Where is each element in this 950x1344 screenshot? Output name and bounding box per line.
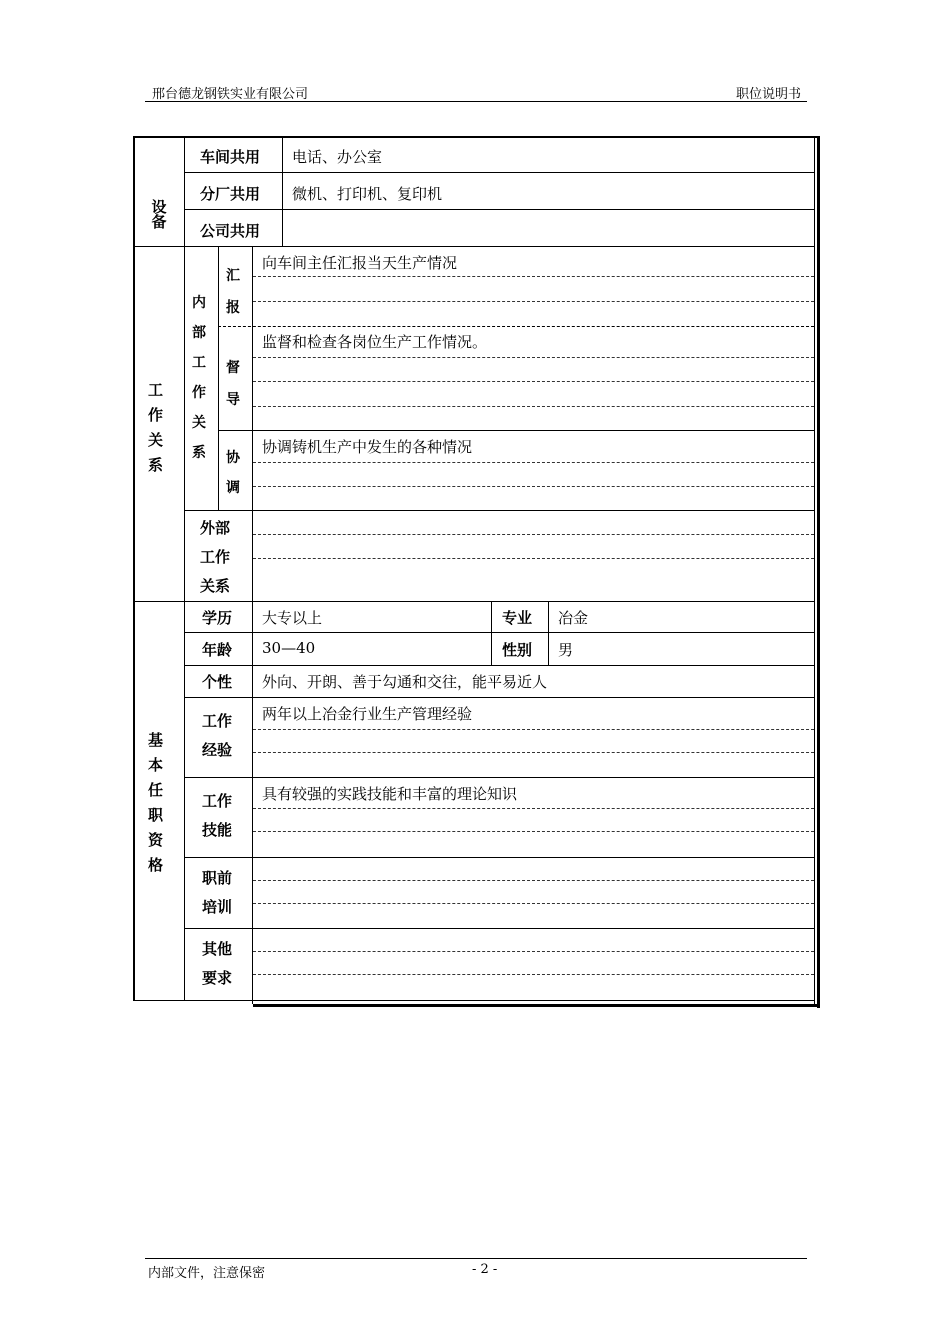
qualifications-section-label: 基本任职资格 xyxy=(148,731,164,874)
document-type: 职位说明书 xyxy=(736,87,802,102)
report-label: 汇报 xyxy=(226,268,240,316)
experience-value: 两年以上冶金行业生产管理经验 xyxy=(262,705,473,723)
equipment-workshop-label: 车间共用 xyxy=(200,148,261,166)
major-label: 专业 xyxy=(502,609,533,627)
equipment-branch-value: 微机、打印机、复印机 xyxy=(292,185,443,203)
training-label: 职前培训 xyxy=(202,869,233,916)
gender-label: 性别 xyxy=(502,641,533,659)
coordinate-label: 协调 xyxy=(226,450,240,496)
equipment-workshop-value: 电话、办公室 xyxy=(292,148,383,166)
gender-value: 男 xyxy=(558,641,574,659)
personality-value: 外向、开朗、善于勾通和交往，能平易近人 xyxy=(262,673,548,691)
education-value: 大专以上 xyxy=(262,609,323,627)
equipment-company-label: 公司共用 xyxy=(200,222,261,240)
confidential-notice: 内部文件，注意保密 xyxy=(148,1266,266,1281)
other-requirements-label: 其他要求 xyxy=(202,940,233,987)
page-number: - 2 - xyxy=(472,1262,498,1277)
company-name: 邢台德龙钢铁实业有限公司 xyxy=(152,87,309,102)
age-label: 年龄 xyxy=(202,641,233,659)
major-value: 冶金 xyxy=(558,609,589,627)
equipment-branch-label: 分厂共用 xyxy=(200,185,261,203)
relations-section-label: 工作关系 xyxy=(148,381,164,474)
coordinate-text: 协调铸机生产中发生的各种情况 xyxy=(262,438,473,456)
equipment-section-label: 设备 xyxy=(151,198,167,231)
skills-value: 具有较强的实践技能和丰富的理论知识 xyxy=(262,785,518,803)
experience-label: 工作经验 xyxy=(202,712,233,759)
report-text: 向车间主任汇报当天生产情况 xyxy=(262,254,458,272)
internal-relations-label: 内部工作关系 xyxy=(192,295,206,461)
footer-rule xyxy=(145,1258,807,1259)
external-relations-label: 外部工作关系 xyxy=(200,519,231,595)
personality-label: 个性 xyxy=(202,673,233,691)
age-value: 30—40 xyxy=(262,639,316,657)
supervise-label: 督导 xyxy=(226,360,240,408)
supervise-text: 监督和检查各岗位生产工作情况。 xyxy=(262,333,488,351)
skills-label: 工作技能 xyxy=(202,792,233,839)
education-label: 学历 xyxy=(202,609,233,627)
